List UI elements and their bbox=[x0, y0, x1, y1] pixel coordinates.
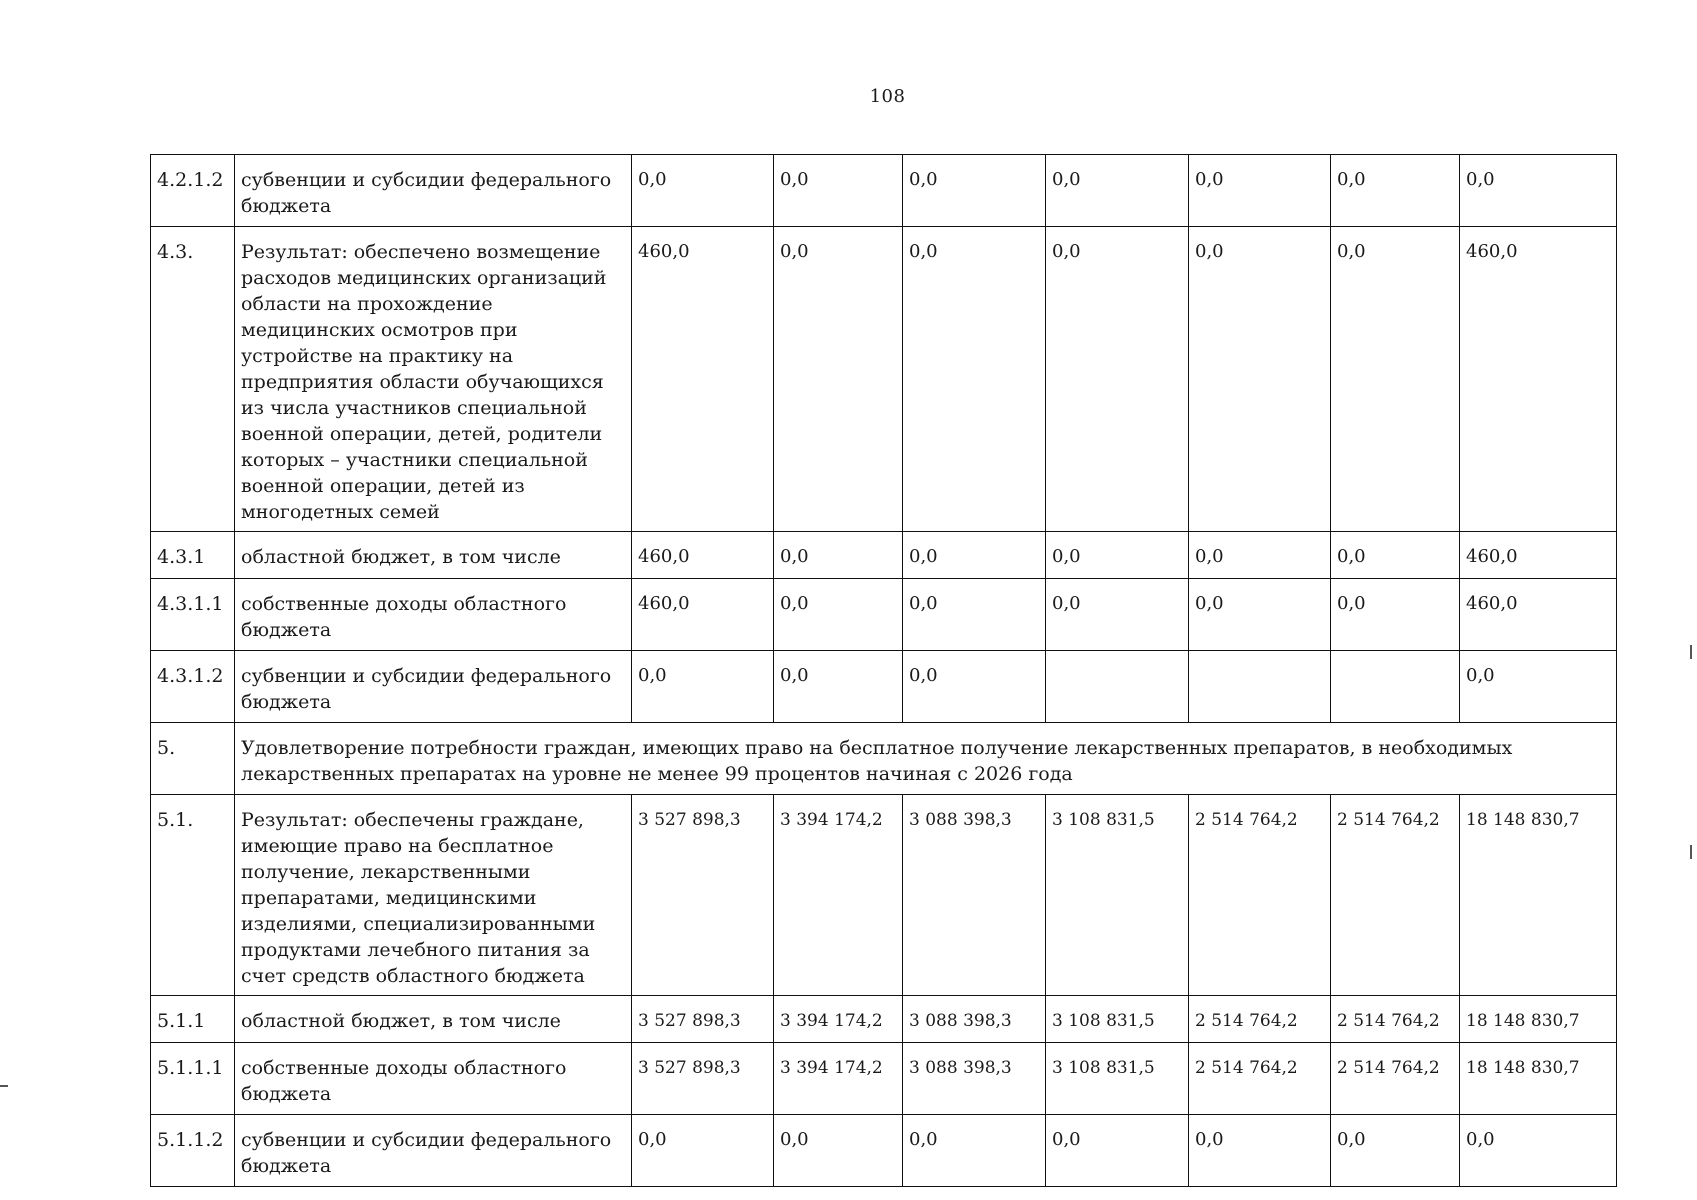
row-description: собственные доходы областного бюджета bbox=[235, 1043, 632, 1115]
row-description: субвенции и субсидии федерального бюджета bbox=[235, 651, 632, 723]
row-code: 4.3.1.2 bbox=[151, 651, 235, 723]
value-cell: 3 088 398,3 bbox=[903, 1043, 1046, 1115]
section-row bbox=[151, 723, 1617, 795]
row-description: Результат: обеспечены граждане, имеющие право на бесплатное получение, лекарственными препаратами, медицинскими изделиями, специализированными продуктами лечебного питания за счет средств областного бюджета bbox=[235, 795, 632, 996]
value-cell: 0,0 bbox=[1331, 1115, 1460, 1187]
scan-mark bbox=[1690, 645, 1692, 659]
value-cell: 0,0 bbox=[774, 1115, 903, 1187]
value-cell: 0,0 bbox=[774, 651, 903, 723]
value-cell: 0,0 bbox=[1460, 651, 1617, 723]
value-cell: 0,0 bbox=[774, 579, 903, 651]
value-cell: 0,0 bbox=[632, 651, 774, 723]
value-cell: 0,0 bbox=[1189, 1115, 1331, 1187]
value-cell: 0,0 bbox=[1189, 532, 1331, 579]
value-cell: 2 514 764,2 bbox=[1331, 795, 1460, 996]
row-code: 4.3.1 bbox=[151, 532, 235, 579]
value-cell: 3 527 898,3 bbox=[632, 795, 774, 996]
value-cell: 0,0 bbox=[1046, 1115, 1189, 1187]
table-row bbox=[151, 155, 1617, 227]
value-cell: 0,0 bbox=[1460, 1115, 1617, 1187]
value-cell: 0,0 bbox=[1189, 579, 1331, 651]
value-cell: 0,0 bbox=[903, 651, 1046, 723]
value-cell: 0,0 bbox=[1331, 155, 1460, 227]
value-cell: 0,0 bbox=[1046, 532, 1189, 579]
row-code: 4.3. bbox=[151, 227, 235, 532]
section-code: 5. bbox=[151, 723, 235, 795]
row-code: 5.1.1 bbox=[151, 996, 235, 1043]
value-cell: 3 108 831,5 bbox=[1046, 1043, 1189, 1115]
row-code: 5.1.1.2 bbox=[151, 1115, 235, 1187]
value-cell: 18 148 830,7 bbox=[1460, 795, 1617, 996]
value-cell: 0,0 bbox=[903, 227, 1046, 532]
value-cell: 3 527 898,3 bbox=[632, 1043, 774, 1115]
row-code: 5.1. bbox=[151, 795, 235, 996]
value-cell: 0,0 bbox=[774, 227, 903, 532]
value-cell: 0,0 bbox=[774, 532, 903, 579]
value-cell: 18 148 830,7 bbox=[1460, 996, 1617, 1043]
table-row bbox=[151, 227, 1617, 532]
page-number: 108 bbox=[869, 86, 906, 107]
value-cell: 0,0 bbox=[632, 155, 774, 227]
value-cell: 0,0 bbox=[903, 1115, 1046, 1187]
value-cell: 2 514 764,2 bbox=[1189, 1043, 1331, 1115]
value-cell: 0,0 bbox=[903, 579, 1046, 651]
row-description: субвенции и субсидии федерального бюджета bbox=[235, 1115, 632, 1187]
value-cell bbox=[1189, 651, 1331, 723]
row-description: субвенции и субсидии федерального бюджета bbox=[235, 155, 632, 227]
table-row bbox=[151, 1043, 1617, 1115]
table-row bbox=[151, 795, 1617, 996]
value-cell: 0,0 bbox=[1331, 227, 1460, 532]
value-cell: 2 514 764,2 bbox=[1189, 996, 1331, 1043]
value-cell bbox=[1046, 651, 1189, 723]
value-cell: 18 148 830,7 bbox=[1460, 1043, 1617, 1115]
row-description: собственные доходы областного бюджета bbox=[235, 579, 632, 651]
row-code: 4.2.1.2 bbox=[151, 155, 235, 227]
value-cell: 0,0 bbox=[1046, 227, 1189, 532]
value-cell: 2 514 764,2 bbox=[1331, 996, 1460, 1043]
value-cell: 3 108 831,5 bbox=[1046, 795, 1189, 996]
value-cell: 3 394 174,2 bbox=[774, 795, 903, 996]
table-row bbox=[151, 651, 1617, 723]
table-row bbox=[151, 996, 1617, 1043]
value-cell: 460,0 bbox=[632, 227, 774, 532]
value-cell: 460,0 bbox=[1460, 227, 1617, 532]
table-row bbox=[151, 579, 1617, 651]
value-cell: 460,0 bbox=[632, 579, 774, 651]
value-cell: 3 088 398,3 bbox=[903, 996, 1046, 1043]
value-cell: 3 394 174,2 bbox=[774, 1043, 903, 1115]
value-cell: 460,0 bbox=[1460, 532, 1617, 579]
value-cell: 0,0 bbox=[632, 1115, 774, 1187]
section-title: Удовлетворение потребности граждан, имеющих право на бесплатное получение лекарственных препаратов, в необходимых лекарственных препаратах на уровне не менее 99 процентов начиная с 2026 года bbox=[235, 723, 1617, 795]
value-cell: 0,0 bbox=[903, 155, 1046, 227]
value-cell: 0,0 bbox=[1331, 532, 1460, 579]
table-row bbox=[151, 1115, 1617, 1187]
value-cell: 2 514 764,2 bbox=[1189, 795, 1331, 996]
value-cell: 0,0 bbox=[1460, 155, 1617, 227]
row-description: областной бюджет, в том числе bbox=[235, 532, 632, 579]
value-cell: 3 088 398,3 bbox=[903, 795, 1046, 996]
table-row bbox=[151, 532, 1617, 579]
row-code: 4.3.1.1 bbox=[151, 579, 235, 651]
value-cell: 0,0 bbox=[774, 155, 903, 227]
value-cell: 2 514 764,2 bbox=[1331, 1043, 1460, 1115]
value-cell: 0,0 bbox=[1189, 155, 1331, 227]
scan-mark bbox=[1690, 845, 1692, 859]
budget-table bbox=[150, 154, 1617, 1187]
value-cell: 460,0 bbox=[1460, 579, 1617, 651]
row-code: 5.1.1.1 bbox=[151, 1043, 235, 1115]
value-cell: 0,0 bbox=[1046, 155, 1189, 227]
value-cell: 3 394 174,2 bbox=[774, 996, 903, 1043]
value-cell: 0,0 bbox=[903, 532, 1046, 579]
scan-mark bbox=[0, 1085, 8, 1087]
row-description: Результат: обеспечено возмещение расходов медицинских организаций области на прохождение медицинских осмотров при устройстве на практику на предприятия области обучающихся из числа участников специальной военной операции, детей, родители которых – участники специальной военной операции, детей из многодетных семей bbox=[235, 227, 632, 532]
row-description: областной бюджет, в том числе bbox=[235, 996, 632, 1043]
value-cell: 0,0 bbox=[1189, 227, 1331, 532]
value-cell: 3 527 898,3 bbox=[632, 996, 774, 1043]
value-cell: 3 108 831,5 bbox=[1046, 996, 1189, 1043]
value-cell: 0,0 bbox=[1331, 579, 1460, 651]
value-cell bbox=[1331, 651, 1460, 723]
value-cell: 0,0 bbox=[1046, 579, 1189, 651]
value-cell: 460,0 bbox=[632, 532, 774, 579]
